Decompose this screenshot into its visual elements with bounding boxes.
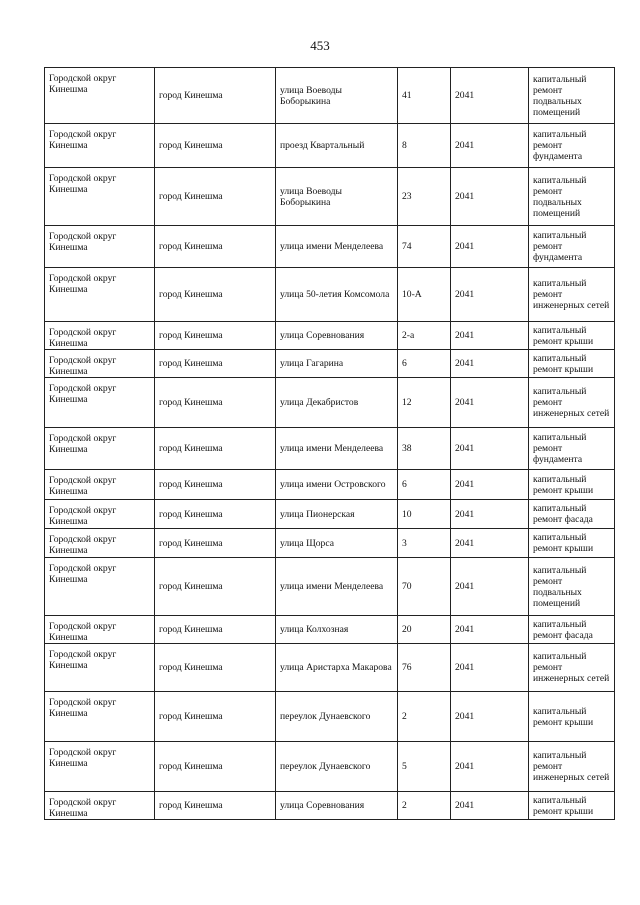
- cell-work-type: капитальный ремонт подвальных помещений: [529, 68, 615, 124]
- cell-work-type: капитальный ремонт крыши: [529, 792, 615, 820]
- cell-city: город Кинешма: [155, 792, 276, 820]
- table-row: [45, 226, 615, 268]
- cell-district: Городской округ Кинешма: [45, 470, 155, 500]
- cell-house-number: 70: [398, 558, 451, 616]
- cell-street: улица Соревнования: [276, 792, 398, 820]
- cell-house-number: 76: [398, 644, 451, 692]
- table-row: [45, 322, 615, 350]
- cell-city: город Кинешма: [155, 692, 276, 742]
- cell-city: город Кинешма: [155, 378, 276, 428]
- cell-street: улица Соревнования: [276, 322, 398, 350]
- cell-work-type: капитальный ремонт фундамента: [529, 428, 615, 470]
- cell-year: 2041: [451, 268, 529, 322]
- cell-district: Городской округ Кинешма: [45, 792, 155, 820]
- cell-district: Городской округ Кинешма: [45, 168, 155, 226]
- cell-work-type: капитальный ремонт фасада: [529, 616, 615, 644]
- cell-house-number: 10: [398, 500, 451, 529]
- table-row: [45, 168, 615, 226]
- cell-house-number: 2-а: [398, 322, 451, 350]
- table-row: [45, 470, 615, 500]
- cell-city: город Кинешма: [155, 168, 276, 226]
- cell-street: улица Воеводы Боборыкина: [276, 68, 398, 124]
- cell-house-number: 41: [398, 68, 451, 124]
- cell-street: улица Гагарина: [276, 350, 398, 378]
- cell-city: город Кинешма: [155, 68, 276, 124]
- cell-district: Городской округ Кинешма: [45, 529, 155, 558]
- table-body: [45, 68, 615, 820]
- cell-year: 2041: [451, 616, 529, 644]
- cell-work-type: капитальный ремонт крыши: [529, 470, 615, 500]
- cell-district: Городской округ Кинешма: [45, 616, 155, 644]
- cell-street: переулок Дунаевского: [276, 742, 398, 792]
- cell-year: 2041: [451, 500, 529, 529]
- cell-house-number: 20: [398, 616, 451, 644]
- cell-work-type: капитальный ремонт инженерных сетей: [529, 268, 615, 322]
- page-number: 453: [310, 38, 330, 53]
- cell-city: город Кинешма: [155, 470, 276, 500]
- cell-city: город Кинешма: [155, 124, 276, 168]
- cell-district: Городской округ Кинешма: [45, 378, 155, 428]
- cell-year: 2041: [451, 742, 529, 792]
- cell-street: улица Воеводы Боборыкина: [276, 168, 398, 226]
- table-row: [45, 378, 615, 428]
- cell-city: город Кинешма: [155, 616, 276, 644]
- table-row: [45, 529, 615, 558]
- cell-street: улица Аристарха Макарова: [276, 644, 398, 692]
- cell-district: Городской округ Кинешма: [45, 500, 155, 529]
- table-row: [45, 644, 615, 692]
- cell-work-type: капитальный ремонт крыши: [529, 692, 615, 742]
- cell-city: город Кинешма: [155, 322, 276, 350]
- cell-work-type: капитальный ремонт подвальных помещений: [529, 558, 615, 616]
- cell-district: Городской округ Кинешма: [45, 428, 155, 470]
- cell-house-number: 5: [398, 742, 451, 792]
- cell-house-number: 12: [398, 378, 451, 428]
- cell-house-number: 38: [398, 428, 451, 470]
- cell-city: город Кинешма: [155, 742, 276, 792]
- cell-work-type: капитальный ремонт крыши: [529, 350, 615, 378]
- cell-district: Городской округ Кинешма: [45, 226, 155, 268]
- cell-work-type: капитальный ремонт крыши: [529, 322, 615, 350]
- cell-year: 2041: [451, 68, 529, 124]
- cell-district: Городской округ Кинешма: [45, 692, 155, 742]
- cell-year: 2041: [451, 470, 529, 500]
- cell-city: город Кинешма: [155, 226, 276, 268]
- cell-street: проезд Квартальный: [276, 124, 398, 168]
- cell-street: улица имени Менделеева: [276, 428, 398, 470]
- cell-city: город Кинешма: [155, 350, 276, 378]
- cell-street: улица Колхозная: [276, 616, 398, 644]
- cell-district: Городской округ Кинешма: [45, 558, 155, 616]
- cell-house-number: 23: [398, 168, 451, 226]
- cell-street: улица имени Менделеева: [276, 226, 398, 268]
- cell-work-type: капитальный ремонт инженерных сетей: [529, 378, 615, 428]
- cell-street: улица 50-летия Комсомола: [276, 268, 398, 322]
- cell-year: 2041: [451, 124, 529, 168]
- cell-year: 2041: [451, 168, 529, 226]
- cell-street: улица Щорса: [276, 529, 398, 558]
- table-row: [45, 500, 615, 529]
- cell-city: город Кинешма: [155, 500, 276, 529]
- cell-work-type: капитальный ремонт крыши: [529, 529, 615, 558]
- cell-year: 2041: [451, 692, 529, 742]
- table-row: [45, 792, 615, 820]
- table-row: [45, 124, 615, 168]
- cell-street: улица имени Менделеева: [276, 558, 398, 616]
- cell-city: город Кинешма: [155, 529, 276, 558]
- table-row: [45, 428, 615, 470]
- cell-work-type: капитальный ремонт инженерных сетей: [529, 644, 615, 692]
- cell-year: 2041: [451, 378, 529, 428]
- cell-house-number: 2: [398, 792, 451, 820]
- cell-year: 2041: [451, 792, 529, 820]
- cell-work-type: капитальный ремонт инженерных сетей: [529, 742, 615, 792]
- cell-district: Городской округ Кинешма: [45, 124, 155, 168]
- table-row: [45, 742, 615, 792]
- cell-work-type: капитальный ремонт фундамента: [529, 124, 615, 168]
- cell-district: Городской округ Кинешма: [45, 644, 155, 692]
- cell-work-type: капитальный ремонт подвальных помещений: [529, 168, 615, 226]
- cell-city: город Кинешма: [155, 644, 276, 692]
- cell-year: 2041: [451, 644, 529, 692]
- cell-city: город Кинешма: [155, 268, 276, 322]
- cell-district: Городской округ Кинешма: [45, 742, 155, 792]
- cell-house-number: 6: [398, 470, 451, 500]
- cell-district: Городской округ Кинешма: [45, 322, 155, 350]
- cell-house-number: 6: [398, 350, 451, 378]
- cell-year: 2041: [451, 226, 529, 268]
- cell-district: Городской округ Кинешма: [45, 268, 155, 322]
- cell-work-type: капитальный ремонт фундамента: [529, 226, 615, 268]
- table-row: [45, 692, 615, 742]
- cell-year: 2041: [451, 322, 529, 350]
- cell-street: переулок Дунаевского: [276, 692, 398, 742]
- cell-district: Городской округ Кинешма: [45, 350, 155, 378]
- cell-house-number: 8: [398, 124, 451, 168]
- cell-year: 2041: [451, 350, 529, 378]
- cell-house-number: 10-А: [398, 268, 451, 322]
- table-row: [45, 268, 615, 322]
- cell-street: улица Пионерская: [276, 500, 398, 529]
- cell-city: город Кинешма: [155, 558, 276, 616]
- cell-city: город Кинешма: [155, 428, 276, 470]
- table-row: [45, 616, 615, 644]
- cell-year: 2041: [451, 428, 529, 470]
- cell-house-number: 2: [398, 692, 451, 742]
- cell-house-number: 74: [398, 226, 451, 268]
- cell-work-type: капитальный ремонт фасада: [529, 500, 615, 529]
- cell-district: Городской округ Кинешма: [45, 68, 155, 124]
- cell-street: улица Декабристов: [276, 378, 398, 428]
- housing-repair-table: [44, 67, 615, 820]
- cell-year: 2041: [451, 529, 529, 558]
- table-row: [45, 68, 615, 124]
- cell-house-number: 3: [398, 529, 451, 558]
- cell-year: 2041: [451, 558, 529, 616]
- cell-street: улица имени Островского: [276, 470, 398, 500]
- table-row: [45, 558, 615, 616]
- table-row: [45, 350, 615, 378]
